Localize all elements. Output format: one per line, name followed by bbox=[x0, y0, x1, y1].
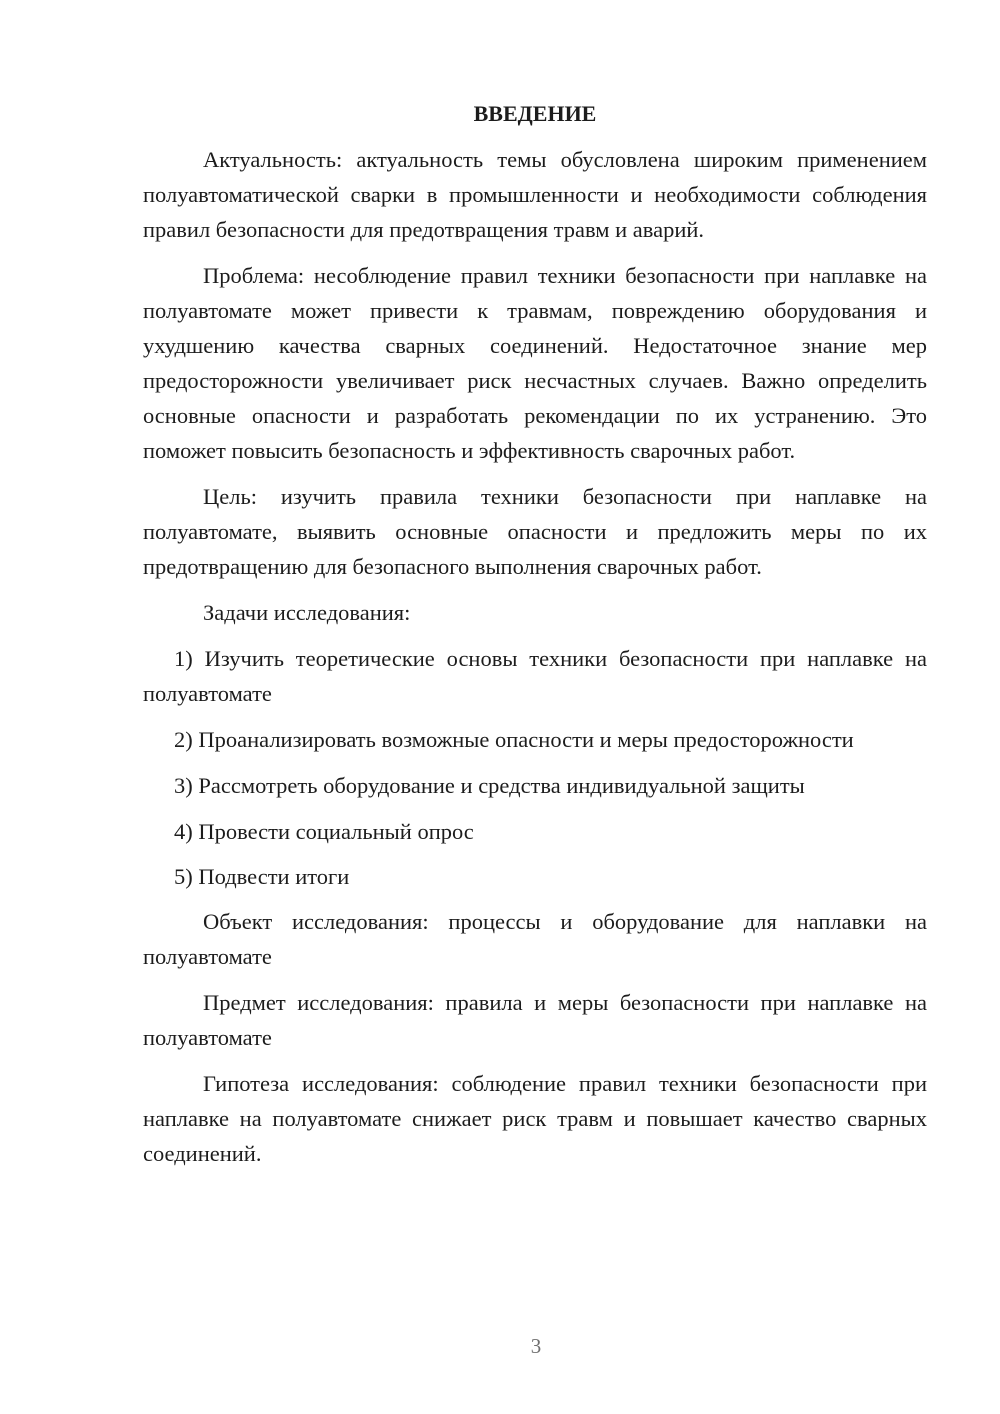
hypothesis-paragraph: Гипотеза исследования: соблюдение правил техники безопасности при наплавке на полуавтомате снижает риск травм и повышает качество сварных соединений. bbox=[143, 1071, 927, 1166]
task-item: 3) Рассмотреть оборудование и средства индивидуальной защиты bbox=[174, 773, 805, 798]
goal-paragraph: Цель: изучить правила техники безопасности при наплавке на полуавтомате, выявить основные опасности и предложить меры по их предотвращению для безопасного выполнения сварочных работ. bbox=[143, 484, 927, 579]
page-content bbox=[143, 96, 927, 1182]
task-item: 4) Провести социальный опрос bbox=[174, 819, 474, 844]
object-paragraph: Объект исследования: процессы и оборудование для наплавки на полуавтомате bbox=[143, 909, 927, 969]
problem-paragraph: Проблема: несоблюдение правил техники безопасности при наплавке на полуавтомате может привести к травмам, повреждению оборудования и ухудшению качества сварных соединений. Недостаточное знание мер предосторожности увеличивает риск несчастных случаев. Важно определить основные опасности и разработать рекомендации по их устранению. Это поможет повысить безопасность и эффективность сварочных работ. bbox=[143, 263, 927, 463]
relevance-paragraph: Актуальность: актуальность темы обусловлена широким применением полуавтоматической сварки в промышленности и необходимости соблюдения правил безопасности для предотвращения травм и аварий. bbox=[143, 147, 927, 242]
task-item: 5) Подвести итоги bbox=[174, 864, 350, 889]
task-item: 2) Проанализировать возможные опасности и меры предосторожности bbox=[174, 727, 854, 752]
subject-paragraph: Предмет исследования: правила и меры безопасности при наплавке на полуавтомате bbox=[143, 990, 927, 1050]
page-number: 3 bbox=[530, 1334, 542, 1358]
tasks-heading: Задачи исследования: bbox=[203, 600, 411, 625]
section-heading: ВВЕДЕНИЕ bbox=[473, 101, 597, 126]
task-item: 1) Изучить теоретические основы техники безопасности при наплавке на полуавтомате bbox=[143, 646, 927, 706]
